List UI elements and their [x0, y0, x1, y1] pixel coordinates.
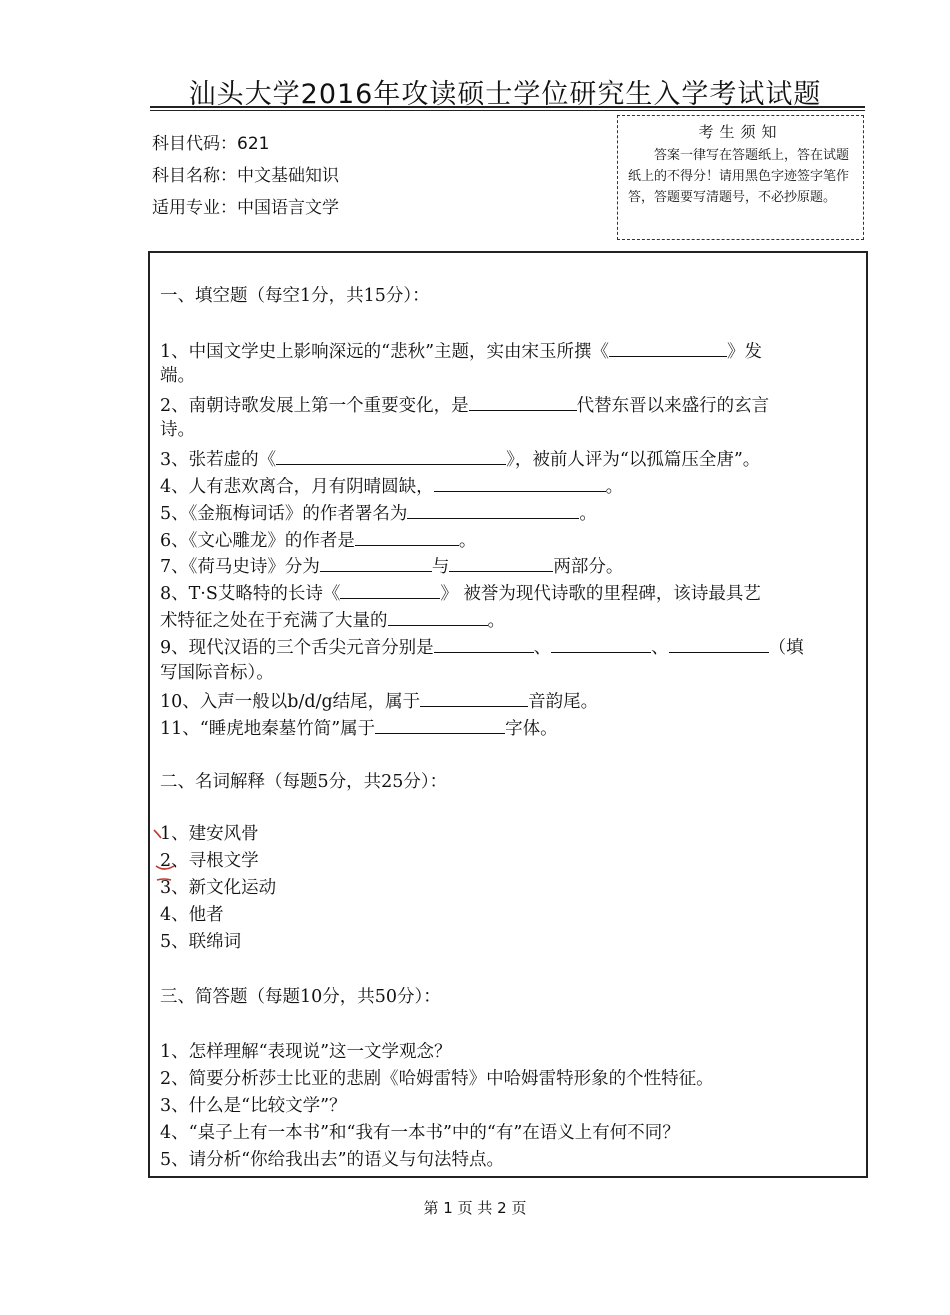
section-heading-short-answer: 三、简答题（每题10分，共50分）： — [160, 987, 441, 1007]
answer-blank — [420, 688, 528, 707]
question-8-line1: 8、T·S艾略特的长诗《 》 被誉为现代诗歌的里程碑，该诗最具艺 — [160, 580, 761, 606]
answer-blank — [434, 634, 534, 653]
exam-title: 汕头大学2016年攻读硕士学位研究生入学考试试题 — [188, 79, 822, 110]
section-heading-fill-blank: 一、填空题（每空1分，共15分）： — [160, 286, 430, 306]
subject-info — [152, 128, 339, 224]
page-number: 第 1 页 共 2 页 — [423, 1199, 527, 1217]
short-answer-item: 3、什么是“比较文学”？ — [160, 1096, 347, 1116]
term-item: 4、他者 — [160, 905, 224, 925]
question-2-line2: 诗。 — [160, 420, 195, 440]
subject-name: 科目名称：中文基础知识 — [152, 166, 339, 186]
answer-blank — [375, 715, 505, 734]
term-item: 3、新文化运动 — [160, 878, 277, 898]
question-3: 3、张若虚的《 》，被前人评为“以孤篇压全唐”。 — [160, 446, 760, 472]
answer-blank — [609, 338, 727, 357]
answer-blank — [355, 527, 459, 546]
question-1-line2: 端。 — [160, 366, 195, 386]
question-1-line1: 1、中国文学史上影响深远的“悲秋”主题，实由宋玉所撰《 》发 — [160, 338, 762, 364]
answer-blank — [276, 446, 506, 465]
answer-blank — [340, 580, 440, 599]
question-2-line1: 2、南朝诗歌发展上第一个重要变化，是 代替东晋以来盛行的玄言 — [160, 392, 769, 418]
short-answer-item: 5、请分析“你给我出去”的语义与句法特点。 — [160, 1150, 505, 1170]
answer-blank — [320, 553, 432, 572]
applicable-major: 适用专业：中国语言文学 — [152, 198, 339, 218]
question-9-line2: 写国际音标）。 — [160, 663, 274, 683]
section-heading-term-explanation: 二、名词解释（每题5分，共25分）： — [160, 772, 448, 792]
question-10: 10、入声一般以b/d/g结尾，属于 音韵尾。 — [160, 688, 598, 714]
answer-blank — [669, 634, 769, 653]
short-answer-item: 4、“桌子上有一本书”和“我有一本书”中的“有”在语义上有何不同？ — [160, 1123, 680, 1143]
notice-title: 考生须知 — [698, 123, 783, 141]
question-11: 11、“睡虎地秦墓竹简”属于 字体。 — [160, 715, 558, 741]
answer-blank — [469, 392, 577, 411]
answer-blank — [407, 500, 579, 519]
question-6: 6、《文心雕龙》的作者是 。 — [160, 527, 476, 553]
term-item: 2、寻根文学 — [160, 851, 259, 871]
answer-blank — [388, 607, 488, 626]
title-rule-thin — [150, 110, 865, 111]
question-7: 7、《荷马史诗》分为 与 两部分。 — [160, 553, 623, 579]
title-rule — [150, 106, 865, 108]
answer-blank — [449, 553, 553, 572]
short-answer-item: 2、简要分析莎士比亚的悲剧《哈姆雷特》中哈姆雷特形象的个性特征。 — [160, 1069, 714, 1089]
subject-code: 科目代码：621 — [152, 134, 270, 154]
answer-blank — [551, 634, 651, 653]
notice-body: 答案一律写在答题纸上，答在试题纸上的不得分！请用黑色字迹签字笔作答，答题要写清题号，不必抄原题。 — [628, 148, 850, 205]
term-item: 5、联绵词 — [160, 932, 242, 952]
term-item: 1、建安风骨 — [160, 824, 259, 844]
short-answer-item: 1、怎样理解“表现说”这一文学观念？ — [160, 1042, 452, 1062]
question-4: 4、人有悲欢离合，月有阴晴圆缺， 。 — [160, 473, 623, 499]
question-5: 5、《金瓶梅词话》的作者署名为 。 — [160, 500, 597, 526]
question-8-line2: 术特征之处在于充满了大量的 。 — [160, 607, 505, 633]
examinee-notice-box — [617, 115, 864, 240]
answer-blank — [434, 473, 606, 492]
handwritten-mark-icon — [150, 820, 190, 900]
question-9-line1: 9、现代汉语的三个舌尖元音分别是 、 、 （填 — [160, 634, 804, 660]
